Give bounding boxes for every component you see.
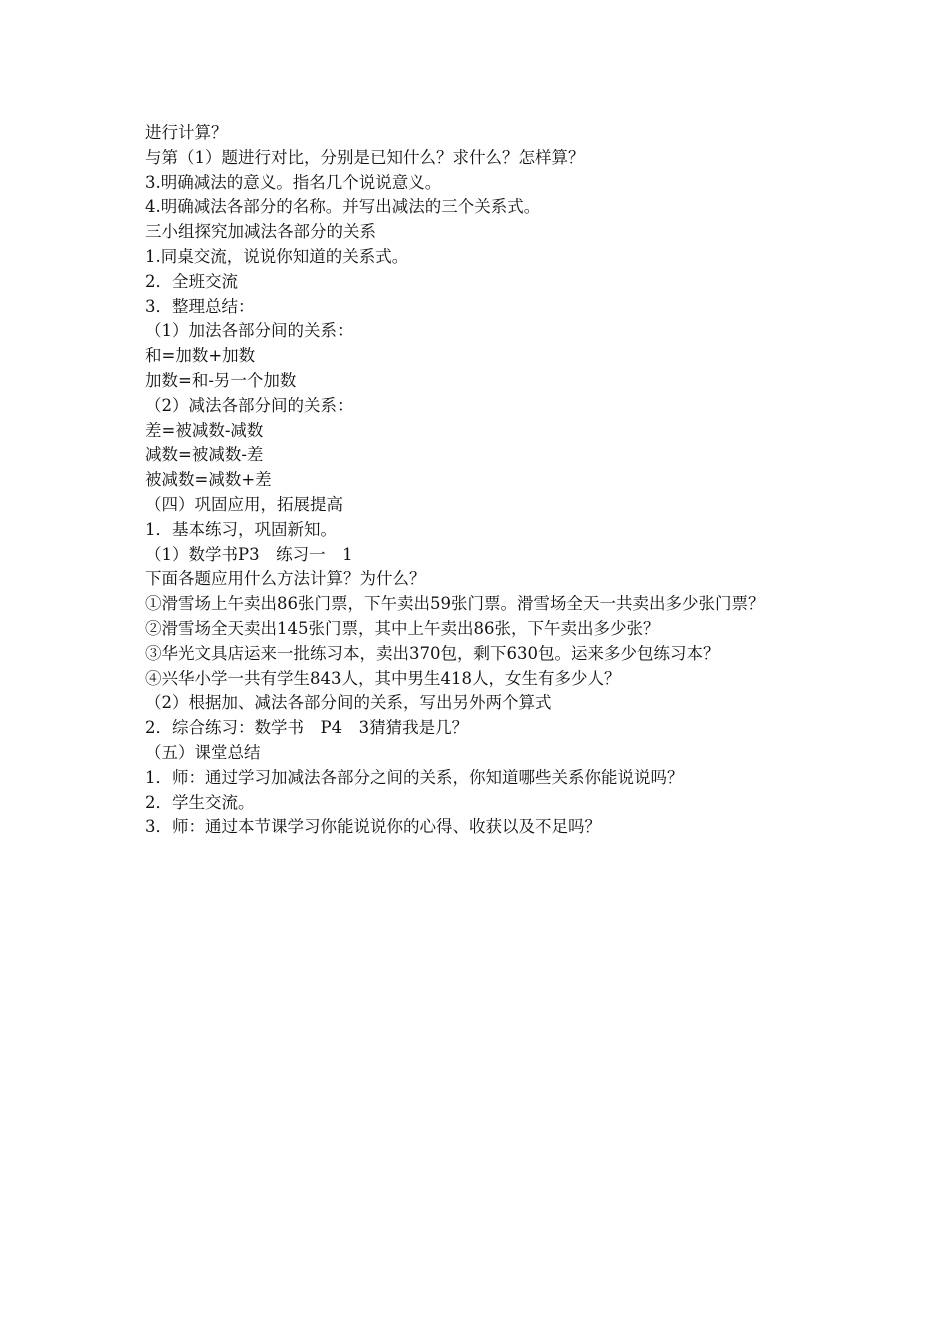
- text-line: 3.明确减法的意义。指名几个说说意义。: [145, 172, 442, 192]
- section-heading: （五）课堂总结: [145, 742, 261, 762]
- text-line: 与第（1）题进行对比，分别是已知什么？求什么？怎样算？: [145, 147, 585, 167]
- formula-line: 被减数=减数+差: [145, 470, 272, 490]
- exercise-item: ①滑雪场上午卖出86张门票，下午卖出59张门票。滑雪场全天一共卖出多少张门票？: [145, 594, 765, 614]
- section-heading: 三小组探究加减法各部分的关系: [145, 222, 376, 242]
- text-line: 1．基本练习，巩固新知。: [145, 519, 337, 539]
- text-line: 2．学生交流。: [145, 792, 255, 812]
- text-line: 2．综合练习：数学书 P4 3猜猜我是几？: [145, 718, 469, 738]
- text-line: （2）根据加、减法各部分间的关系，写出另外两个算式: [145, 693, 552, 713]
- text-line: （1）数学书P3 练习一 1: [145, 544, 353, 564]
- text-line: 3．整理总结：: [145, 296, 255, 316]
- formula-line: 差=被减数-减数: [145, 420, 264, 440]
- text-line: 3．师：通过本节课学习你能说说你的心得、收获以及不足吗？: [145, 817, 601, 837]
- text-line: 4.明确减法各部分的名称。并写出减法的三个关系式。: [145, 197, 541, 217]
- text-line: 下面各题应用什么方法计算？为什么？: [145, 569, 426, 589]
- text-line: 2．全班交流: [145, 271, 238, 291]
- exercise-item: ④兴华小学一共有学生843人，其中男生418人，女生有多少人？: [145, 668, 621, 688]
- text-line: （2）减法各部分间的关系：: [145, 395, 354, 415]
- text-line: 1.同桌交流，说说你知道的关系式。: [145, 246, 409, 266]
- formula-line: 和=加数+加数: [145, 346, 256, 366]
- exercise-item: ③华光文具店运来一批练习本，卖出370包，剩下630包。运来多少包练习本？: [145, 643, 720, 663]
- text-line: （1）加法各部分间的关系：: [145, 321, 354, 341]
- formula-line: 减数=被减数-差: [145, 445, 264, 465]
- document-body: [145, 121, 815, 840]
- text-line: 1．师：通过学习加减法各部分之间的关系，你知道哪些关系你能说说吗？: [145, 767, 684, 787]
- section-heading: （四）巩固应用，拓展提高: [145, 494, 343, 514]
- text-line: 进行计算？: [145, 123, 228, 142]
- exercise-item: ②滑雪场全天卖出145张门票，其中上午卖出86张，下午卖出多少张？: [145, 618, 660, 638]
- formula-line: 加数=和-另一个加数: [145, 370, 297, 390]
